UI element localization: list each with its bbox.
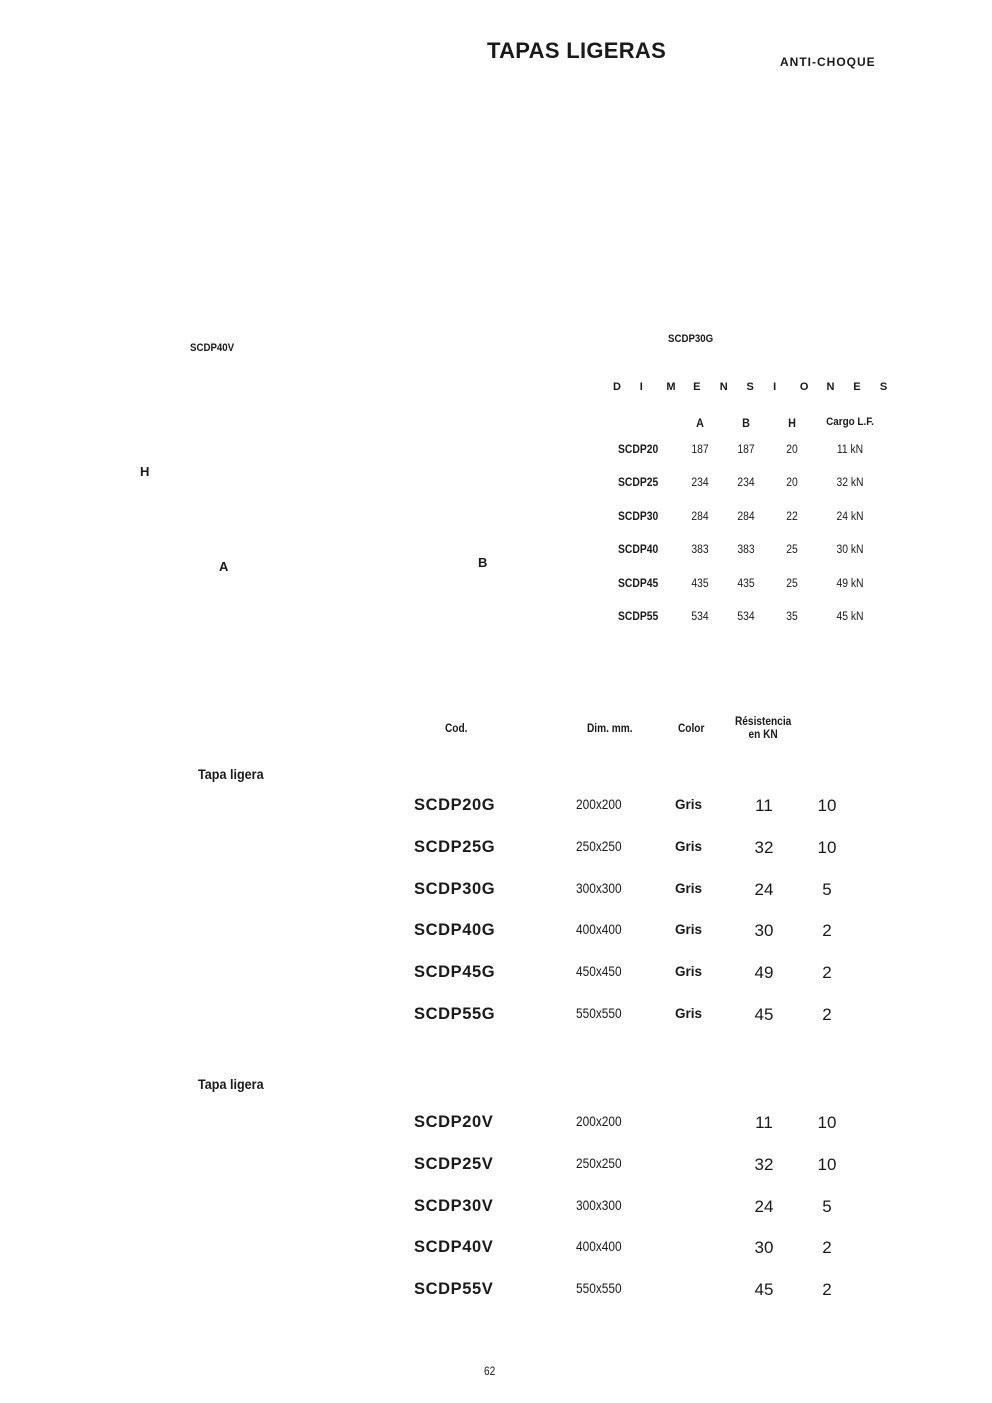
page-subtitle: ANTI-CHOQUE (780, 55, 876, 69)
column-header-resistance-line1: Résistencia (735, 716, 792, 728)
dim-a: 383 (691, 544, 709, 557)
table-row (610, 477, 890, 510)
product-resistance: 24 (754, 1197, 774, 1216)
product-dimensions: 250x250 (576, 1156, 622, 1171)
dim-h: 25 (786, 544, 798, 557)
product-color: Gris (675, 922, 703, 937)
dim-code: SCDP55 (618, 610, 659, 623)
product-resistance: 45 (754, 1280, 774, 1299)
dim-a: 284 (691, 510, 709, 523)
dimensions-heading-letter: N (826, 381, 835, 393)
dimensions-heading-letter: D (613, 381, 621, 393)
dimension-label-h: H (140, 464, 150, 479)
dimensions-heading-letter: S (746, 381, 754, 393)
dimensions-heading-letter: O (799, 381, 809, 393)
product-quantity: 2 (822, 1005, 832, 1024)
product-resistance: 32 (754, 838, 774, 857)
table-row (400, 1113, 880, 1143)
dimensions-heading-letter: I (639, 381, 643, 393)
product-color: Gris (675, 797, 703, 812)
product-quantity: 10 (817, 1155, 837, 1174)
dimensions-table (610, 416, 890, 644)
table-row (400, 1280, 880, 1310)
column-header-b: B (742, 416, 750, 430)
table-row (400, 1197, 880, 1227)
dim-load: 32 kN (836, 477, 864, 490)
column-header-a: A (696, 416, 704, 430)
product-code: SCDP25V (414, 1155, 494, 1173)
product-quantity: 2 (822, 1238, 832, 1257)
product-resistance: 49 (754, 963, 774, 982)
column-header-load: Cargo L.F. (826, 416, 874, 428)
product-dimensions: 400x400 (576, 922, 622, 937)
dim-load: 30 kN (836, 544, 864, 557)
column-header-resistance-line2: en KN (748, 729, 778, 741)
dim-a: 187 (691, 444, 709, 456)
dim-h: 25 (786, 577, 798, 590)
product-resistance: 45 (754, 1005, 774, 1024)
dim-b: 534 (737, 610, 755, 623)
section-title: Tapa ligera (198, 1076, 264, 1092)
dim-h: 35 (786, 610, 798, 623)
dim-load: 49 kN (836, 577, 864, 590)
product-dimensions: 200x200 (576, 797, 622, 812)
product-code: SCDP30G (414, 880, 496, 898)
dimensions-heading (613, 381, 907, 393)
product-dimensions: 550x550 (576, 1281, 622, 1296)
product-quantity: 5 (822, 1197, 832, 1216)
dim-b: 383 (737, 544, 755, 557)
product-dimensions: 300x300 (576, 881, 622, 896)
table-row (610, 444, 890, 477)
dim-h: 20 (786, 444, 798, 456)
product-code: SCDP55G (414, 1005, 496, 1023)
dim-a: 534 (691, 610, 709, 623)
table-row (400, 921, 880, 951)
product-quantity: 5 (822, 880, 832, 899)
product-dimensions: 450x450 (576, 964, 622, 979)
column-header-dim: Dim. mm. (587, 723, 633, 735)
product-quantity: 2 (822, 963, 832, 982)
product-color: Gris (675, 881, 703, 896)
dimensions-heading-letter: M (666, 381, 676, 393)
table-row (400, 963, 880, 993)
product-dimensions: 550x550 (576, 1006, 622, 1021)
column-header-color: Color (678, 723, 705, 735)
product-code: SCDP30V (414, 1197, 494, 1215)
dimensions-table-header (610, 416, 890, 444)
product-code: SCDP40V (414, 1238, 494, 1256)
dim-b: 435 (737, 577, 755, 590)
column-header-h: H (788, 416, 796, 430)
dim-load: 11 kN (836, 444, 864, 456)
table-row (610, 511, 890, 544)
product-quantity: 10 (817, 796, 837, 815)
product-resistance: 24 (754, 880, 774, 899)
dim-code: SCDP20 (618, 444, 659, 456)
dimension-label-b: B (478, 555, 488, 570)
table-row (400, 1155, 880, 1185)
product-code: SCDP20V (414, 1113, 494, 1131)
table-row (400, 1238, 880, 1268)
dim-load: 45 kN (836, 610, 864, 623)
product-dimensions: 400x400 (576, 1239, 622, 1254)
figure-caption-left: SCDP40V (190, 342, 235, 354)
product-resistance: 30 (754, 921, 774, 940)
dim-b: 284 (737, 510, 755, 523)
table-row (610, 578, 890, 611)
product-code: SCDP45G (414, 963, 496, 981)
dim-code: SCDP45 (618, 577, 659, 590)
product-resistance: 32 (754, 1155, 774, 1174)
dim-code: SCDP30 (618, 510, 659, 523)
product-color: Gris (675, 964, 703, 979)
table-row (610, 611, 890, 644)
dimensions-heading-letter: E (693, 381, 701, 393)
table-row (610, 544, 890, 577)
dimensions-heading-letter: N (719, 381, 728, 393)
dimensions-heading-letter: E (853, 381, 861, 393)
product-quantity: 2 (822, 1280, 832, 1299)
dim-code: SCDP25 (618, 477, 659, 490)
table-row (400, 880, 880, 910)
product-code: SCDP40G (414, 921, 496, 939)
dim-code: SCDP40 (618, 544, 659, 557)
dim-a: 435 (691, 577, 709, 590)
page-title: TAPAS LIGERAS (487, 38, 667, 63)
section-title: Tapa ligera (198, 766, 264, 782)
dim-b: 234 (737, 477, 755, 490)
product-dimensions: 200x200 (576, 1114, 622, 1129)
table-row (400, 838, 880, 868)
product-color: Gris (675, 839, 703, 854)
dimensions-heading-letter: S (879, 381, 888, 393)
product-dimensions: 300x300 (576, 1198, 622, 1213)
dim-a: 234 (691, 477, 709, 490)
product-resistance: 11 (755, 1113, 773, 1132)
column-header-code: Cod. (445, 723, 468, 735)
product-code: SCDP25G (414, 838, 496, 856)
dim-b: 187 (737, 444, 755, 456)
page-number: 62 (484, 1366, 496, 1378)
table-row (400, 1005, 880, 1035)
product-code: SCDP20G (414, 796, 496, 814)
dim-h: 22 (786, 510, 798, 523)
product-dimensions: 250x250 (576, 839, 622, 854)
table-row (400, 796, 880, 826)
product-quantity: 10 (817, 838, 837, 857)
product-resistance: 11 (755, 796, 773, 815)
product-code: SCDP55V (414, 1280, 494, 1298)
product-resistance: 30 (754, 1238, 774, 1257)
column-header-resistance (735, 716, 791, 742)
dim-h: 20 (786, 477, 798, 490)
figure-caption-right: SCDP30G (668, 333, 714, 345)
dimensions-heading-letter: I (773, 381, 777, 393)
product-quantity: 10 (817, 1113, 837, 1132)
product-quantity: 2 (822, 921, 832, 940)
dim-load: 24 kN (836, 510, 864, 523)
dimension-label-a: A (219, 559, 229, 574)
product-color: Gris (675, 1006, 703, 1021)
